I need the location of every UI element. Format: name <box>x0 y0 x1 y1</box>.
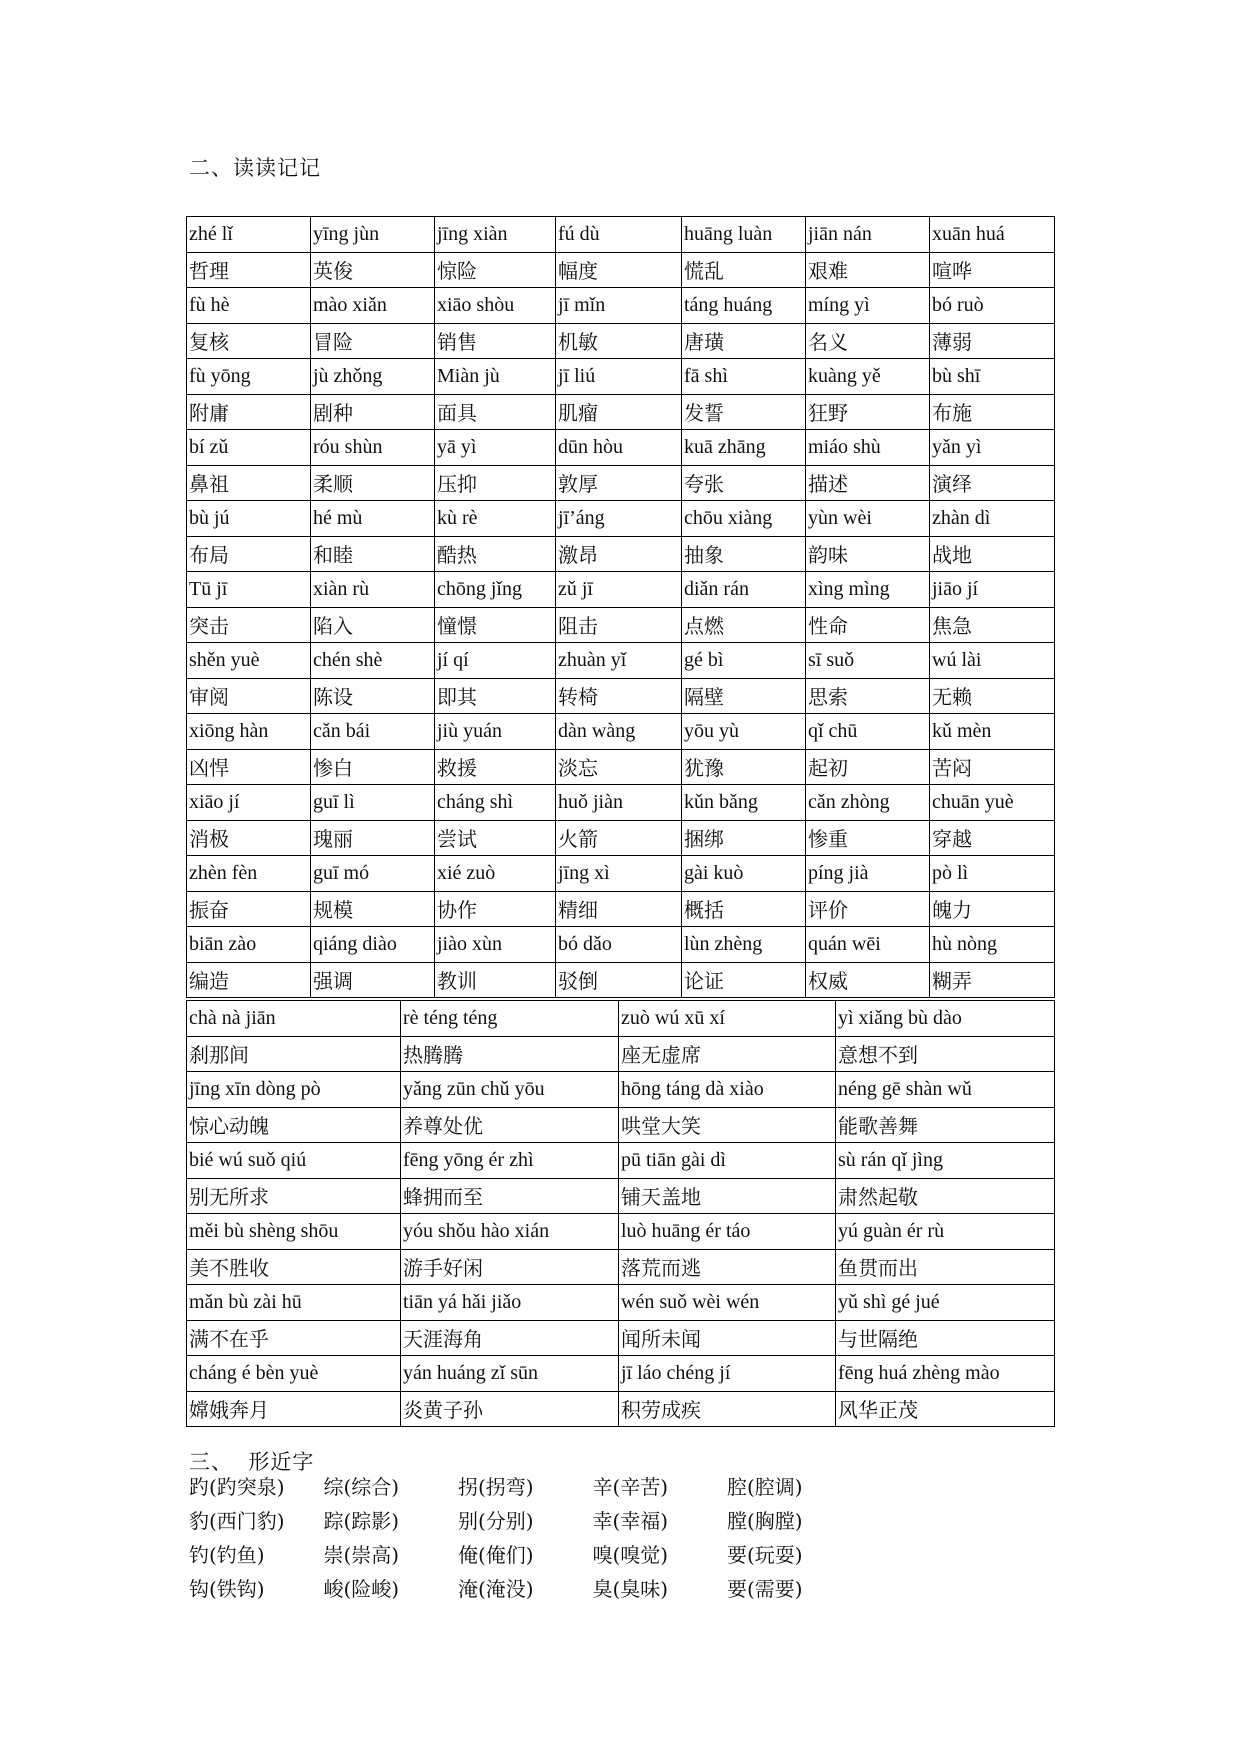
hanzi-cell: 无赖 <box>930 678 1055 714</box>
hanzi-row <box>187 1107 1055 1143</box>
similar-chars-row <box>189 1502 862 1536</box>
hanzi-cell: 布施 <box>930 394 1055 430</box>
pinyin-cell: fù hè <box>187 288 311 324</box>
pinyin-cell: Miàn jù <box>435 359 556 395</box>
hanzi-cell: 美不胜收 <box>187 1249 401 1285</box>
pinyin-cell: yán huáng zǐ sūn <box>401 1356 619 1392</box>
pinyin-cell: jīng xīn dòng pò <box>187 1072 401 1108</box>
pinyin-cell: xié zuò <box>435 856 556 892</box>
similar-char-item: 拐(拐弯) <box>458 1474 534 1499</box>
pinyin-cell: chōng jǐng <box>435 572 556 608</box>
pinyin-row <box>187 501 1055 537</box>
similar-char-item: 臭(臭味) <box>592 1576 669 1601</box>
similar-char-item: 崇(崇高) <box>323 1542 400 1567</box>
pinyin-cell: jī’áng <box>556 501 682 537</box>
pinyin-cell: chà nà jiān <box>187 1001 401 1037</box>
pinyin-cell: hù nòng <box>930 927 1055 963</box>
similar-char-item: 膛(胸膛) <box>727 1508 803 1533</box>
pinyin-cell: yǎng zūn chǔ yōu <box>401 1072 619 1108</box>
pinyin-cell: yì xiǎng bù dào <box>836 1001 1055 1037</box>
hanzi-cell: 概括 <box>682 891 806 927</box>
pinyin-cell: jī láo chéng jí <box>619 1356 836 1392</box>
pinyin-cell: táng huáng <box>682 288 806 324</box>
pinyin-cell: kǔ mèn <box>930 714 1055 750</box>
hanzi-cell: 思索 <box>806 678 930 714</box>
pinyin-cell: xiàn rù <box>311 572 435 608</box>
hanzi-cell: 嫦娥奔月 <box>187 1391 401 1427</box>
pinyin-cell: jīng xì <box>556 856 682 892</box>
pinyin-cell: bó dǎo <box>556 927 682 963</box>
pinyin-cell: jīng xiàn <box>435 217 556 253</box>
hanzi-cell: 敦厚 <box>556 465 682 501</box>
pinyin-cell: wén suǒ wèi wén <box>619 1285 836 1321</box>
pinyin-cell: jī mǐn <box>556 288 682 324</box>
pinyin-cell: quán wēi <box>806 927 930 963</box>
pinyin-cell: měi bù shèng shōu <box>187 1214 401 1250</box>
hanzi-cell: 驳倒 <box>556 962 682 998</box>
similar-char-item: 豹(西门豹) <box>189 1508 285 1533</box>
hanzi-row <box>187 607 1055 643</box>
hanzi-cell: 精细 <box>556 891 682 927</box>
pinyin-cell: zǔ jī <box>556 572 682 608</box>
hanzi-cell: 规模 <box>311 891 435 927</box>
hanzi-cell: 艰难 <box>806 252 930 288</box>
pinyin-cell: fēng huá zhèng mào <box>836 1356 1055 1392</box>
vocab-table-idioms <box>186 1000 1055 1427</box>
pinyin-cell: fā shì <box>682 359 806 395</box>
pinyin-row <box>187 288 1055 324</box>
pinyin-cell: miáo shù <box>806 430 930 466</box>
hanzi-cell: 演绎 <box>930 465 1055 501</box>
hanzi-cell: 战地 <box>930 536 1055 572</box>
pinyin-cell: kuàng yě <box>806 359 930 395</box>
pinyin-row <box>187 1072 1055 1108</box>
pinyin-cell: jī liú <box>556 359 682 395</box>
pinyin-cell: sī suǒ <box>806 643 930 679</box>
pinyin-cell: yīng jùn <box>311 217 435 253</box>
hanzi-cell: 喧哗 <box>930 252 1055 288</box>
pinyin-cell: bó ruò <box>930 288 1055 324</box>
pinyin-cell: jiào xùn <box>435 927 556 963</box>
pinyin-cell: chuān yuè <box>930 785 1055 821</box>
pinyin-cell: xiāo jí <box>187 785 311 821</box>
pinyin-row <box>187 1001 1055 1037</box>
hanzi-cell: 转椅 <box>556 678 682 714</box>
pinyin-cell: kuā zhāng <box>682 430 806 466</box>
pinyin-row <box>187 643 1055 679</box>
hanzi-row <box>187 536 1055 572</box>
pinyin-cell: hé mù <box>311 501 435 537</box>
pinyin-cell: kǔn bǎng <box>682 785 806 821</box>
similar-char-item: 要(玩耍) <box>727 1542 803 1567</box>
hanzi-cell: 惨重 <box>806 820 930 856</box>
pinyin-cell: xìng mìng <box>806 572 930 608</box>
hanzi-cell: 陈设 <box>311 678 435 714</box>
pinyin-cell: zuò wú xū xí <box>619 1001 836 1037</box>
pinyin-row <box>187 430 1055 466</box>
hanzi-cell: 肃然起敬 <box>836 1178 1055 1214</box>
hanzi-cell: 审阅 <box>187 678 311 714</box>
hanzi-cell: 苦闷 <box>930 749 1055 785</box>
pinyin-cell: guī mó <box>311 856 435 892</box>
pinyin-cell: sù rán qǐ jìng <box>836 1143 1055 1179</box>
hanzi-row <box>187 1391 1055 1427</box>
pinyin-row <box>187 1214 1055 1250</box>
pinyin-cell: cháng é bèn yuè <box>187 1356 401 1392</box>
hanzi-row <box>187 1249 1055 1285</box>
pinyin-cell: diǎn rán <box>682 572 806 608</box>
hanzi-cell: 能歌善舞 <box>836 1107 1055 1143</box>
pinyin-cell: jiù yuán <box>435 714 556 750</box>
pinyin-cell: pū tiān gài dì <box>619 1143 836 1179</box>
hanzi-cell: 名义 <box>806 323 930 359</box>
similar-char-item: 钩(铁钩) <box>189 1576 265 1601</box>
hanzi-cell: 满不在乎 <box>187 1320 401 1356</box>
pinyin-cell: yú guàn ér rù <box>836 1214 1055 1250</box>
pinyin-cell: biān zào <box>187 927 311 963</box>
pinyin-cell: lùn zhèng <box>682 927 806 963</box>
hanzi-cell: 论证 <box>682 962 806 998</box>
similar-char-item: 综(综合) <box>323 1474 400 1499</box>
hanzi-cell: 剧种 <box>311 394 435 430</box>
pinyin-cell: yǎn yì <box>930 430 1055 466</box>
hanzi-cell: 起初 <box>806 749 930 785</box>
pinyin-row <box>187 217 1055 253</box>
pinyin-row <box>187 359 1055 395</box>
hanzi-cell: 铺天盖地 <box>619 1178 836 1214</box>
pinyin-cell: dàn wàng <box>556 714 682 750</box>
hanzi-cell: 协作 <box>435 891 556 927</box>
hanzi-cell: 突击 <box>187 607 311 643</box>
pinyin-cell: xiōng hàn <box>187 714 311 750</box>
pinyin-cell: míng yì <box>806 288 930 324</box>
hanzi-cell: 幅度 <box>556 252 682 288</box>
pinyin-cell: kù rè <box>435 501 556 537</box>
hanzi-row <box>187 323 1055 359</box>
pinyin-cell: fēng yōng ér zhì <box>401 1143 619 1179</box>
pinyin-cell: fù yōng <box>187 359 311 395</box>
pinyin-cell: jí qí <box>435 643 556 679</box>
pinyin-cell: wú lài <box>930 643 1055 679</box>
hanzi-cell: 发誓 <box>682 394 806 430</box>
hanzi-cell: 别无所求 <box>187 1178 401 1214</box>
similar-char-item: 淹(淹没) <box>458 1576 534 1601</box>
hanzi-cell: 柔顺 <box>311 465 435 501</box>
hanzi-cell: 狂野 <box>806 394 930 430</box>
pinyin-cell: fú dù <box>556 217 682 253</box>
pinyin-cell: xuān huá <box>930 217 1055 253</box>
hanzi-cell: 意想不到 <box>836 1036 1055 1072</box>
hanzi-cell: 冒险 <box>311 323 435 359</box>
hanzi-cell: 热腾腾 <box>401 1036 619 1072</box>
similar-char-item: 嗅(嗅觉) <box>592 1542 669 1567</box>
hanzi-cell: 机敏 <box>556 323 682 359</box>
pinyin-cell: rè téng téng <box>401 1001 619 1037</box>
hanzi-cell: 天涯海角 <box>401 1320 619 1356</box>
similar-char-item: 俺(俺们) <box>458 1542 534 1567</box>
hanzi-cell: 阻击 <box>556 607 682 643</box>
pinyin-cell: huāng luàn <box>682 217 806 253</box>
hanzi-cell: 韵味 <box>806 536 930 572</box>
pinyin-row <box>187 1143 1055 1179</box>
pinyin-row <box>187 1356 1055 1392</box>
hanzi-row <box>187 1320 1055 1356</box>
hanzi-cell: 复核 <box>187 323 311 359</box>
pinyin-cell: cháng shì <box>435 785 556 821</box>
hanzi-cell: 积劳成疾 <box>619 1391 836 1427</box>
hanzi-cell: 淡忘 <box>556 749 682 785</box>
similar-chars-row <box>189 1570 862 1604</box>
similar-char-item: 趵(趵突泉) <box>189 1474 285 1499</box>
hanzi-cell: 刹那间 <box>187 1036 401 1072</box>
hanzi-cell: 闻所未闻 <box>619 1320 836 1356</box>
vocab-table-two-char <box>186 216 1055 998</box>
hanzi-cell: 教训 <box>435 962 556 998</box>
pinyin-cell: róu shùn <box>311 430 435 466</box>
hanzi-cell: 糊弄 <box>930 962 1055 998</box>
hanzi-cell: 炎黄子孙 <box>401 1391 619 1427</box>
hanzi-cell: 与世隔绝 <box>836 1320 1055 1356</box>
hanzi-cell: 陷入 <box>311 607 435 643</box>
similar-char-item: 幸(幸福) <box>592 1508 669 1533</box>
hanzi-row <box>187 465 1055 501</box>
pinyin-cell: qiáng diào <box>311 927 435 963</box>
hanzi-cell: 捆绑 <box>682 820 806 856</box>
pinyin-cell: jiān nán <box>806 217 930 253</box>
pinyin-row <box>187 785 1055 821</box>
pinyin-cell: chén shè <box>311 643 435 679</box>
pinyin-cell: mǎn bù zài hū <box>187 1285 401 1321</box>
hanzi-cell: 蜂拥而至 <box>401 1178 619 1214</box>
pinyin-cell: yóu shǒu hào xián <box>401 1214 619 1250</box>
similar-char-item: 别(分别) <box>458 1508 534 1533</box>
hanzi-cell: 隔壁 <box>682 678 806 714</box>
hanzi-cell: 哄堂大笑 <box>619 1107 836 1143</box>
pinyin-cell: jiāo jí <box>930 572 1055 608</box>
hanzi-cell: 肌瘤 <box>556 394 682 430</box>
hanzi-cell: 振奋 <box>187 891 311 927</box>
pinyin-cell: néng gē shàn wǔ <box>836 1072 1055 1108</box>
hanzi-cell: 哲理 <box>187 252 311 288</box>
hanzi-cell: 压抑 <box>435 465 556 501</box>
pinyin-row <box>187 714 1055 750</box>
pinyin-row <box>187 856 1055 892</box>
hanzi-cell: 面具 <box>435 394 556 430</box>
pinyin-cell: tiān yá hǎi jiǎo <box>401 1285 619 1321</box>
pinyin-cell: yǔ shì gé jué <box>836 1285 1055 1321</box>
pinyin-cell: bié wú suǒ qiú <box>187 1143 401 1179</box>
similar-chars-row <box>189 1536 862 1570</box>
hanzi-row <box>187 678 1055 714</box>
hanzi-cell: 抽象 <box>682 536 806 572</box>
pinyin-cell: bù jú <box>187 501 311 537</box>
pinyin-cell: huǒ jiàn <box>556 785 682 821</box>
hanzi-cell: 慌乱 <box>682 252 806 288</box>
pinyin-cell: gé bì <box>682 643 806 679</box>
pinyin-cell: gài kuò <box>682 856 806 892</box>
hanzi-cell: 描述 <box>806 465 930 501</box>
hanzi-cell: 薄弱 <box>930 323 1055 359</box>
pinyin-cell: mào xiǎn <box>311 288 435 324</box>
hanzi-cell: 火箭 <box>556 820 682 856</box>
hanzi-cell: 酷热 <box>435 536 556 572</box>
pinyin-row <box>187 1285 1055 1321</box>
hanzi-cell: 游手好闲 <box>401 1249 619 1285</box>
section-2-title: 二、读读记记 <box>189 156 321 180</box>
hanzi-cell: 惊心动魄 <box>187 1107 401 1143</box>
hanzi-cell: 强调 <box>311 962 435 998</box>
pinyin-cell: jù zhǒng <box>311 359 435 395</box>
pinyin-cell: yōu yù <box>682 714 806 750</box>
similar-char-item: 踪(踪影) <box>323 1508 400 1533</box>
pinyin-cell: yā yì <box>435 430 556 466</box>
pinyin-cell: píng jià <box>806 856 930 892</box>
hanzi-cell: 尝试 <box>435 820 556 856</box>
hanzi-row <box>187 962 1055 998</box>
hanzi-cell: 权威 <box>806 962 930 998</box>
pinyin-cell: yùn wèi <box>806 501 930 537</box>
hanzi-cell: 激昂 <box>556 536 682 572</box>
hanzi-cell: 编造 <box>187 962 311 998</box>
hanzi-row <box>187 252 1055 288</box>
hanzi-row <box>187 820 1055 856</box>
hanzi-cell: 和睦 <box>311 536 435 572</box>
pinyin-cell: chōu xiàng <box>682 501 806 537</box>
pinyin-cell: zhuàn yǐ <box>556 643 682 679</box>
hanzi-cell: 销售 <box>435 323 556 359</box>
hanzi-cell: 养尊处优 <box>401 1107 619 1143</box>
hanzi-row <box>187 749 1055 785</box>
pinyin-cell: xiāo shòu <box>435 288 556 324</box>
hanzi-cell: 评价 <box>806 891 930 927</box>
pinyin-cell: shěn yuè <box>187 643 311 679</box>
hanzi-cell: 落荒而逃 <box>619 1249 836 1285</box>
hanzi-row <box>187 1178 1055 1214</box>
similar-char-item: 要(需要) <box>727 1576 803 1601</box>
hanzi-cell: 焦急 <box>930 607 1055 643</box>
hanzi-cell: 救援 <box>435 749 556 785</box>
pinyin-cell: guī lì <box>311 785 435 821</box>
hanzi-cell: 布局 <box>187 536 311 572</box>
hanzi-cell: 座无虚席 <box>619 1036 836 1072</box>
hanzi-cell: 瑰丽 <box>311 820 435 856</box>
hanzi-cell: 唐璜 <box>682 323 806 359</box>
pinyin-cell: zhé lǐ <box>187 217 311 253</box>
hanzi-cell: 附庸 <box>187 394 311 430</box>
similar-char-item: 腔(腔调) <box>727 1474 803 1499</box>
pinyin-row <box>187 572 1055 608</box>
hanzi-row <box>187 1036 1055 1072</box>
pinyin-cell: cǎn bái <box>311 714 435 750</box>
hanzi-cell: 穿越 <box>930 820 1055 856</box>
hanzi-cell: 英俊 <box>311 252 435 288</box>
hanzi-cell: 消极 <box>187 820 311 856</box>
hanzi-cell: 鼻祖 <box>187 465 311 501</box>
hanzi-cell: 惊险 <box>435 252 556 288</box>
hanzi-cell: 点燃 <box>682 607 806 643</box>
similar-char-item: 辛(辛苦) <box>592 1474 669 1499</box>
pinyin-cell: bí zǔ <box>187 430 311 466</box>
hanzi-row <box>187 891 1055 927</box>
pinyin-cell: zhèn fèn <box>187 856 311 892</box>
pinyin-cell: hōng táng dà xiào <box>619 1072 836 1108</box>
pinyin-row <box>187 927 1055 963</box>
pinyin-cell: pò lì <box>930 856 1055 892</box>
similar-char-item: 峻(险峻) <box>323 1576 400 1601</box>
pinyin-cell: cǎn zhòng <box>806 785 930 821</box>
hanzi-row <box>187 394 1055 430</box>
section-3-title: 三、 形近字 <box>189 1450 315 1474</box>
pinyin-cell: luò huāng ér táo <box>619 1214 836 1250</box>
hanzi-cell: 憧憬 <box>435 607 556 643</box>
pinyin-cell: dūn hòu <box>556 430 682 466</box>
similar-char-item: 钓(钓鱼) <box>189 1542 265 1567</box>
similar-chars-grid <box>189 1468 862 1604</box>
hanzi-cell: 鱼贯而出 <box>836 1249 1055 1285</box>
hanzi-cell: 风华正茂 <box>836 1391 1055 1427</box>
pinyin-cell: qǐ chū <box>806 714 930 750</box>
hanzi-cell: 夸张 <box>682 465 806 501</box>
hanzi-cell: 性命 <box>806 607 930 643</box>
pinyin-cell: Tū jī <box>187 572 311 608</box>
hanzi-cell: 凶悍 <box>187 749 311 785</box>
similar-chars-row <box>189 1468 862 1502</box>
hanzi-cell: 魄力 <box>930 891 1055 927</box>
hanzi-cell: 犹豫 <box>682 749 806 785</box>
hanzi-cell: 惨白 <box>311 749 435 785</box>
pinyin-cell: zhàn dì <box>930 501 1055 537</box>
pinyin-cell: bù shī <box>930 359 1055 395</box>
hanzi-cell: 即其 <box>435 678 556 714</box>
